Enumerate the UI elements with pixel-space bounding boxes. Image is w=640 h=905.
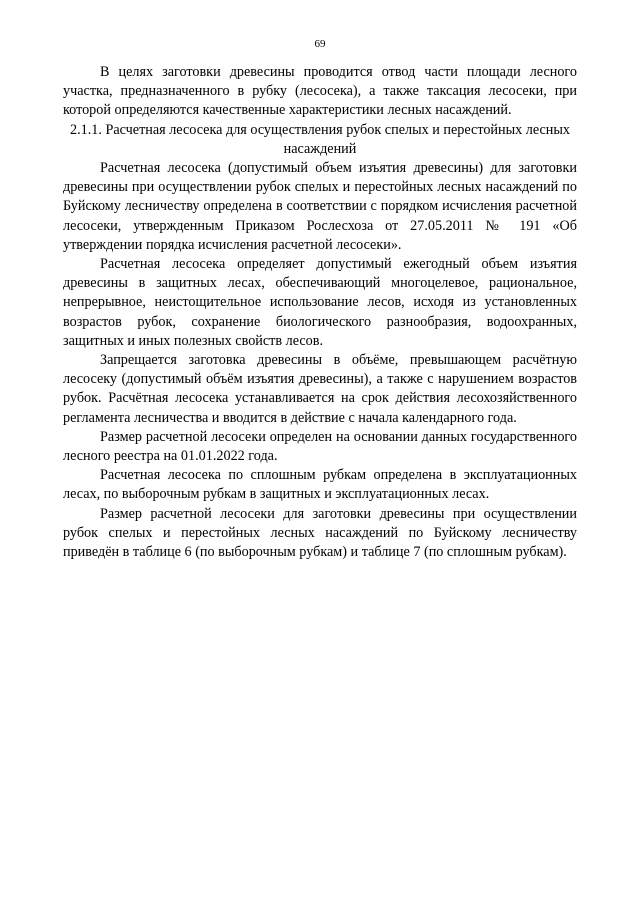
page-number: 69 xyxy=(314,38,326,50)
paragraph-3: Запрещается заготовка древесины в объёме, превышающем расчётную лесосеку (допустимый объём изъятия древесины), а также с нарушением возрастов рубок. Расчётная лесосека устанавливается на срок действия лесохозяйственного регламента лесничества и вводится в действие с начала календарного года. xyxy=(63,352,577,426)
paragraph-5: Расчетная лесосека по сплошным рубкам определена в эксплуатационных лесах, по выборочным рубкам в защитных и эксплуатационных лесах. xyxy=(63,467,577,503)
paragraph-6: Размер расчетной лесосеки для заготовки древесины при осуществлении рубок спелых и перестойных лесных насаждений по Буйскому лесничеству приведён в таблице 6 (по выборочным рубкам) и таблице 7 (по сплошным рубкам). xyxy=(63,505,577,561)
intro-paragraph: В целях заготовки древесины проводится отвод части площади лесного участка, предназначенного в рубку (лесосека), а также таксация лесосеки, при которой определяются качественные характеристики лесных насаждений. xyxy=(63,64,577,119)
paragraph-2: Расчетная лесосека определяет допустимый ежегодный объем изъятия древесины в защитных лесах, обеспечивающий многоцелевое, рациональное, непрерывное, неистощительное использование лесов, исходя из установленных возрастов рубок, сохранение биологического разнообразия, водоохранных, защитных и иных полезных свойств лесов. xyxy=(63,256,577,349)
paragraph-4: Размер расчетной лесосеки определен на основании данных государственного лесного реестра на 01.01.2022 года. xyxy=(63,428,577,465)
paragraph-1: Расчетная лесосека (допустимый объем изъятия древесины) для заготовки древесины при осуществлении рубок спелых и перестойных лесных насаждений по Буйскому лесничеству определена в соответствии с порядком исчисления расчетной лесосеки, утвержденным Приказом Рослесхоза от 27.05.2011 № 191 «Об утверждении порядка исчисления расчетной лесосеки». xyxy=(63,160,577,253)
page-content xyxy=(63,63,577,562)
section-heading: 2.1.1. Расчетная лесосека для осуществления рубок спелых и перестойных лесных насаждений xyxy=(69,121,571,157)
